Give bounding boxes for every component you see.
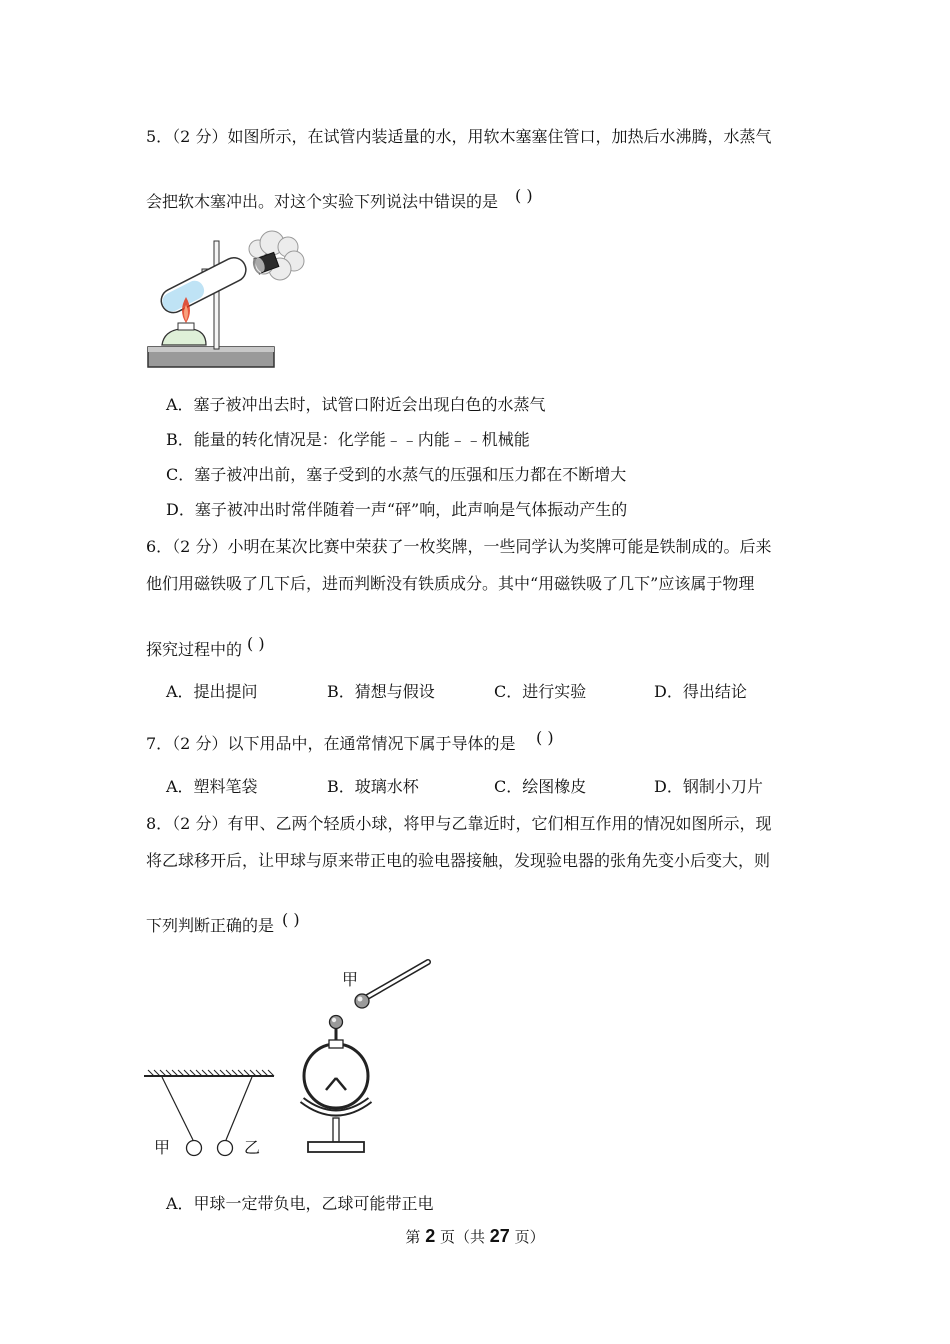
q7-answer-blank: ( ) [536, 728, 554, 747]
q5-answer-blank: ( ) [515, 186, 533, 205]
q5-test-tube-figure [140, 225, 310, 375]
q6-stem-line2: 他们用磁铁吸了几下后，进而判断没有铁质成分。其中“用磁铁吸了几下”应该属于物理 [146, 574, 755, 593]
footer-page-number: 2 [425, 1226, 436, 1246]
q6-answer-blank: ( ) [247, 634, 265, 653]
page-footer [0, 1226, 950, 1247]
q6-option-a: A．提出提问 [166, 682, 258, 701]
q5-option-c: C．塞子被冲出前，塞子受到的水蒸气的压强和压力都在不断增大 [166, 465, 627, 484]
footer-total-pages: 27 [489, 1226, 510, 1246]
q8-stem-line3: 下列判断正确的是 [146, 916, 275, 935]
ball-yi [218, 1141, 233, 1156]
q5-option-d: D．塞子被冲出时常伴随着一声“砰”响，此声响是气体振动产生的 [166, 500, 628, 519]
q6-stem-line1: 6．（2 分）小明在某次比赛中荣获了一枚奖牌，一些同学认为奖牌可能是铁制成的。后来 [146, 537, 772, 556]
footer-post: 页） [509, 1228, 545, 1246]
q6-option-b: B．猜想与假设 [327, 682, 435, 701]
footer-pre: 第 [405, 1228, 426, 1246]
q5-option-b: B．能量的转化情况是：化学能﹣﹣内能﹣﹣机械能 [166, 430, 530, 449]
q8-electroscope-figure [296, 958, 436, 1158]
q7-stem-line1: 7．（2 分）以下用品中，在通常情况下属于导体的是 [146, 734, 516, 753]
footer-mid: 页（共 [435, 1228, 490, 1246]
q8-answer-blank: ( ) [282, 910, 300, 929]
ball-jia [187, 1141, 202, 1156]
label-yi: 乙 [244, 1138, 261, 1157]
q5-stem-line1: 5．（2 分）如图所示，在试管内装适量的水，用软木塞塞住管口，加热后水沸腾，水蒸气 [146, 127, 772, 146]
q8-stem-line1: 8．（2 分）有甲、乙两个轻质小球，将甲与乙靠近时，它们相互作用的情况如图所示，现 [146, 814, 772, 833]
q7-option-d: D．钢制小刀片 [654, 777, 763, 796]
q7-option-b: B．玻璃水杯 [327, 777, 419, 796]
q6-option-c: C．进行实验 [494, 682, 587, 701]
q5-option-a: A．塞子被冲出去时，试管口附近会出现白色的水蒸气 [166, 395, 546, 414]
q8-option-a: A．甲球一定带负电，乙球可能带正电 [166, 1194, 434, 1213]
label-jia: 甲 [154, 1138, 171, 1157]
label-jia-top: 甲 [342, 970, 359, 989]
q5-stem-line2: 会把软木塞冲出。对这个实验下列说法中错误的是 [146, 192, 499, 211]
q7-option-a: A．塑料笔袋 [166, 777, 258, 796]
q6-stem-line3: 探究过程中的 [146, 640, 243, 659]
q6-option-d: D．得出结论 [654, 682, 747, 701]
q7-option-c: C．绘图橡皮 [494, 777, 587, 796]
q8-stem-line2: 将乙球移开后，让甲球与原来带正电的验电器接触，发现验电器的张角先变小后变大，则 [146, 851, 771, 870]
